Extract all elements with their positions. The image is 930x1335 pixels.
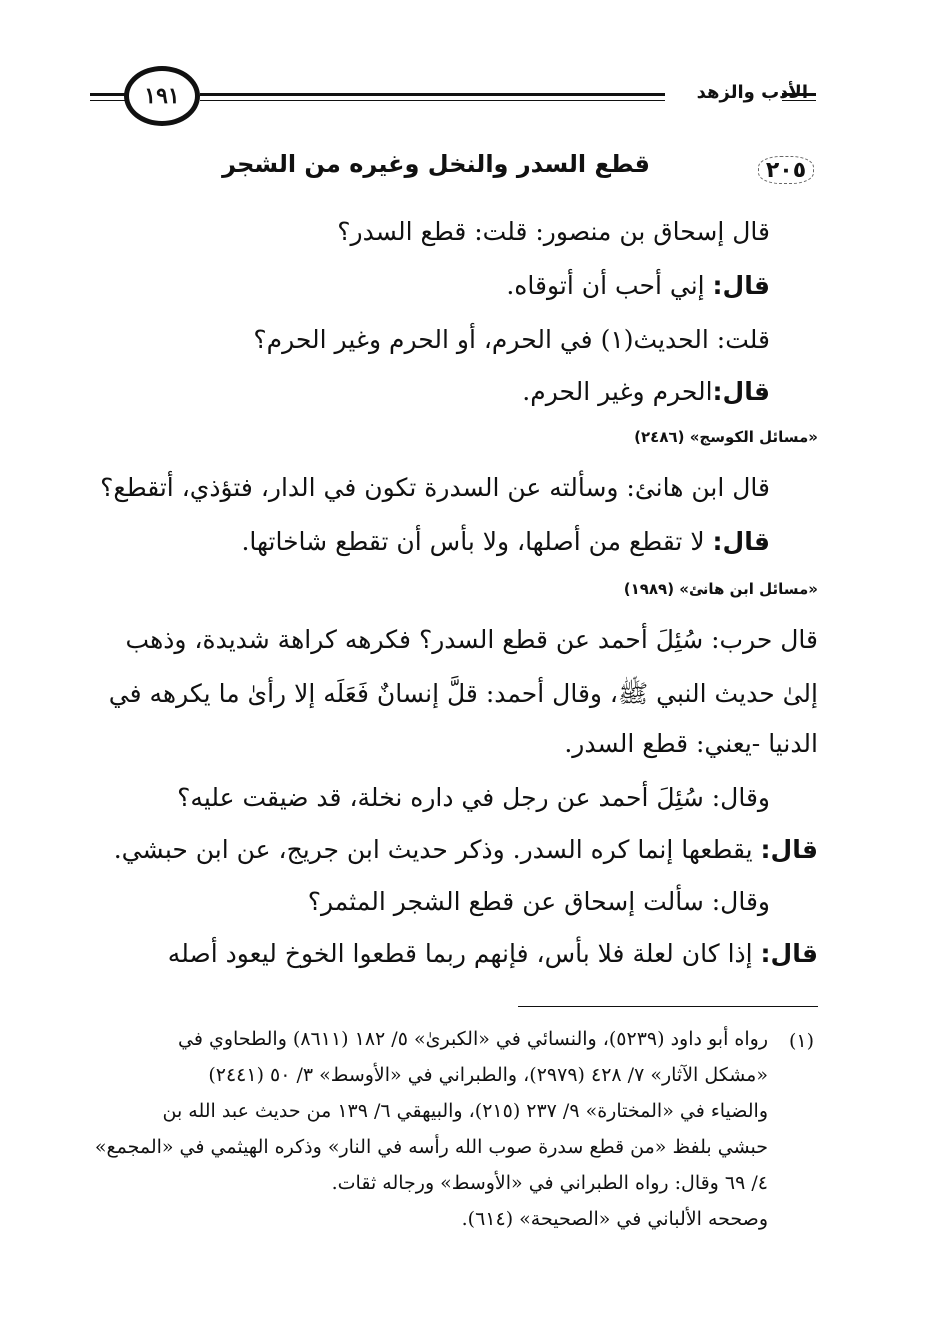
source-citation: «مسائل الكوسج» (٢٤٨٦) — [634, 428, 818, 446]
paragraph-text: وقال: سألت إسحاق عن قطع الشجر المثمر؟ — [307, 887, 770, 916]
paragraph-line — [60, 372, 770, 412]
speaker-label: قال: — [760, 835, 818, 864]
footnote-line: رواه أبو داود (٥٢٣٩)، والنسائي في «الكبرىٰ» ٥/ ١٨٢ (٨٦١١) والطحاوي في — [178, 1028, 768, 1050]
speaker-label: قال: — [760, 939, 818, 968]
speaker-label: قال: — [712, 527, 770, 556]
paragraph-line — [60, 724, 818, 764]
paragraph-line — [60, 212, 770, 252]
paragraph-text: قال ابن هانئ: وسألته عن السدرة تكون في الدار، فتؤذي، أتقطع؟ — [100, 473, 770, 502]
paragraph-text: الدنيا -يعني: قطع السدر. — [564, 729, 818, 758]
header-rule-left-thin — [90, 100, 126, 101]
speaker-label: قال: — [712, 377, 770, 406]
paragraph-text: قال إسحاق بن منصور: قلت: قطع السدر؟ — [337, 217, 770, 246]
header-rule-middle-thin — [200, 100, 665, 101]
paragraph-line — [60, 674, 818, 714]
header-rule-left — [90, 93, 126, 96]
paragraph-line — [60, 620, 818, 660]
footnote-line: والضياء في «المختارة» ٩/ ٢٣٧ (٢١٥)، والبيهقي ٦/ ١٣٩ من حديث عبد الله بن — [162, 1100, 768, 1122]
paragraph-line — [60, 320, 770, 360]
paragraph-line — [60, 778, 770, 818]
paragraph-line — [60, 830, 818, 870]
section-number-text: ٢٠٥ — [765, 157, 807, 183]
footnote-line: ٤/ ٦٩ وقال: رواه الطبراني في «الأوسط» ورجاله ثقات. — [331, 1172, 768, 1194]
paragraph-text: قلت: الحديث(١) في الحرم، أو الحرم وغير الحرم؟ — [253, 325, 770, 354]
paragraph-text: إني أحب أن أتوقاه. — [506, 271, 713, 300]
footnote-marker: (١) — [788, 1030, 814, 1052]
paragraph-line — [60, 266, 770, 306]
paragraph-line — [60, 934, 818, 974]
paragraph-line — [60, 882, 770, 922]
footnote-line: «مشكل الآثار» ٧/ ٤٢٨ (٢٩٧٩)، والطبراني في «الأوسط» ٣/ ٥٠ (٢٤٤١) — [208, 1064, 768, 1086]
paragraph-text: يقطعها إنما كره السدر. وذكر حديث ابن جريج، عن ابن حبشي. — [113, 835, 761, 864]
page-number: ١٩١ — [124, 66, 200, 126]
paragraph-line — [60, 522, 770, 562]
paragraph-text: الحرم وغير الحرم. — [522, 377, 713, 406]
section-number — [754, 150, 818, 190]
paragraph-text: لا تقطع من أصلها، ولا بأس أن تقطع شاخاتها. — [241, 527, 713, 556]
paragraph-text: وقال: سُئِلَ أحمد عن رجل في داره نخلة، قد ضيقت عليه؟ — [177, 783, 770, 812]
paragraph-text: إذا كان لعلة فلا بأس، فإنهم ربما قطعوا الخوخ ليعود أصله — [167, 939, 761, 968]
source-citation: «مسائل ابن هانئ» (١٩٨٩) — [623, 580, 818, 598]
section-title: قطع السدر والنخل وغيره من الشجر — [222, 150, 650, 178]
speaker-label: قال: — [712, 271, 770, 300]
paragraph-text: إلىٰ حديث النبي ﷺ، وقال أحمد: قلَّ إنسانٌ فَعَلَه إلا رأىٰ ما يكرهه في — [108, 679, 818, 708]
running-title: الأدب والزهد — [696, 82, 808, 103]
footnote-line: وصححه الألباني في «الصحيحة» (٦١٤). — [461, 1208, 768, 1230]
footnote-line: حبشي بلفظ «من قطع سدرة صوب الله رأسه في النار» وذكره الهيثمي في «المجمع» — [94, 1136, 768, 1158]
footnote-rule — [518, 1006, 818, 1007]
paragraph-text: قال حرب: سُئِلَ أحمد عن قطع السدر؟ فكرهه كراهة شديدة، وذهب — [125, 625, 818, 654]
header-rule-middle — [200, 93, 665, 96]
paragraph-line — [60, 468, 770, 508]
